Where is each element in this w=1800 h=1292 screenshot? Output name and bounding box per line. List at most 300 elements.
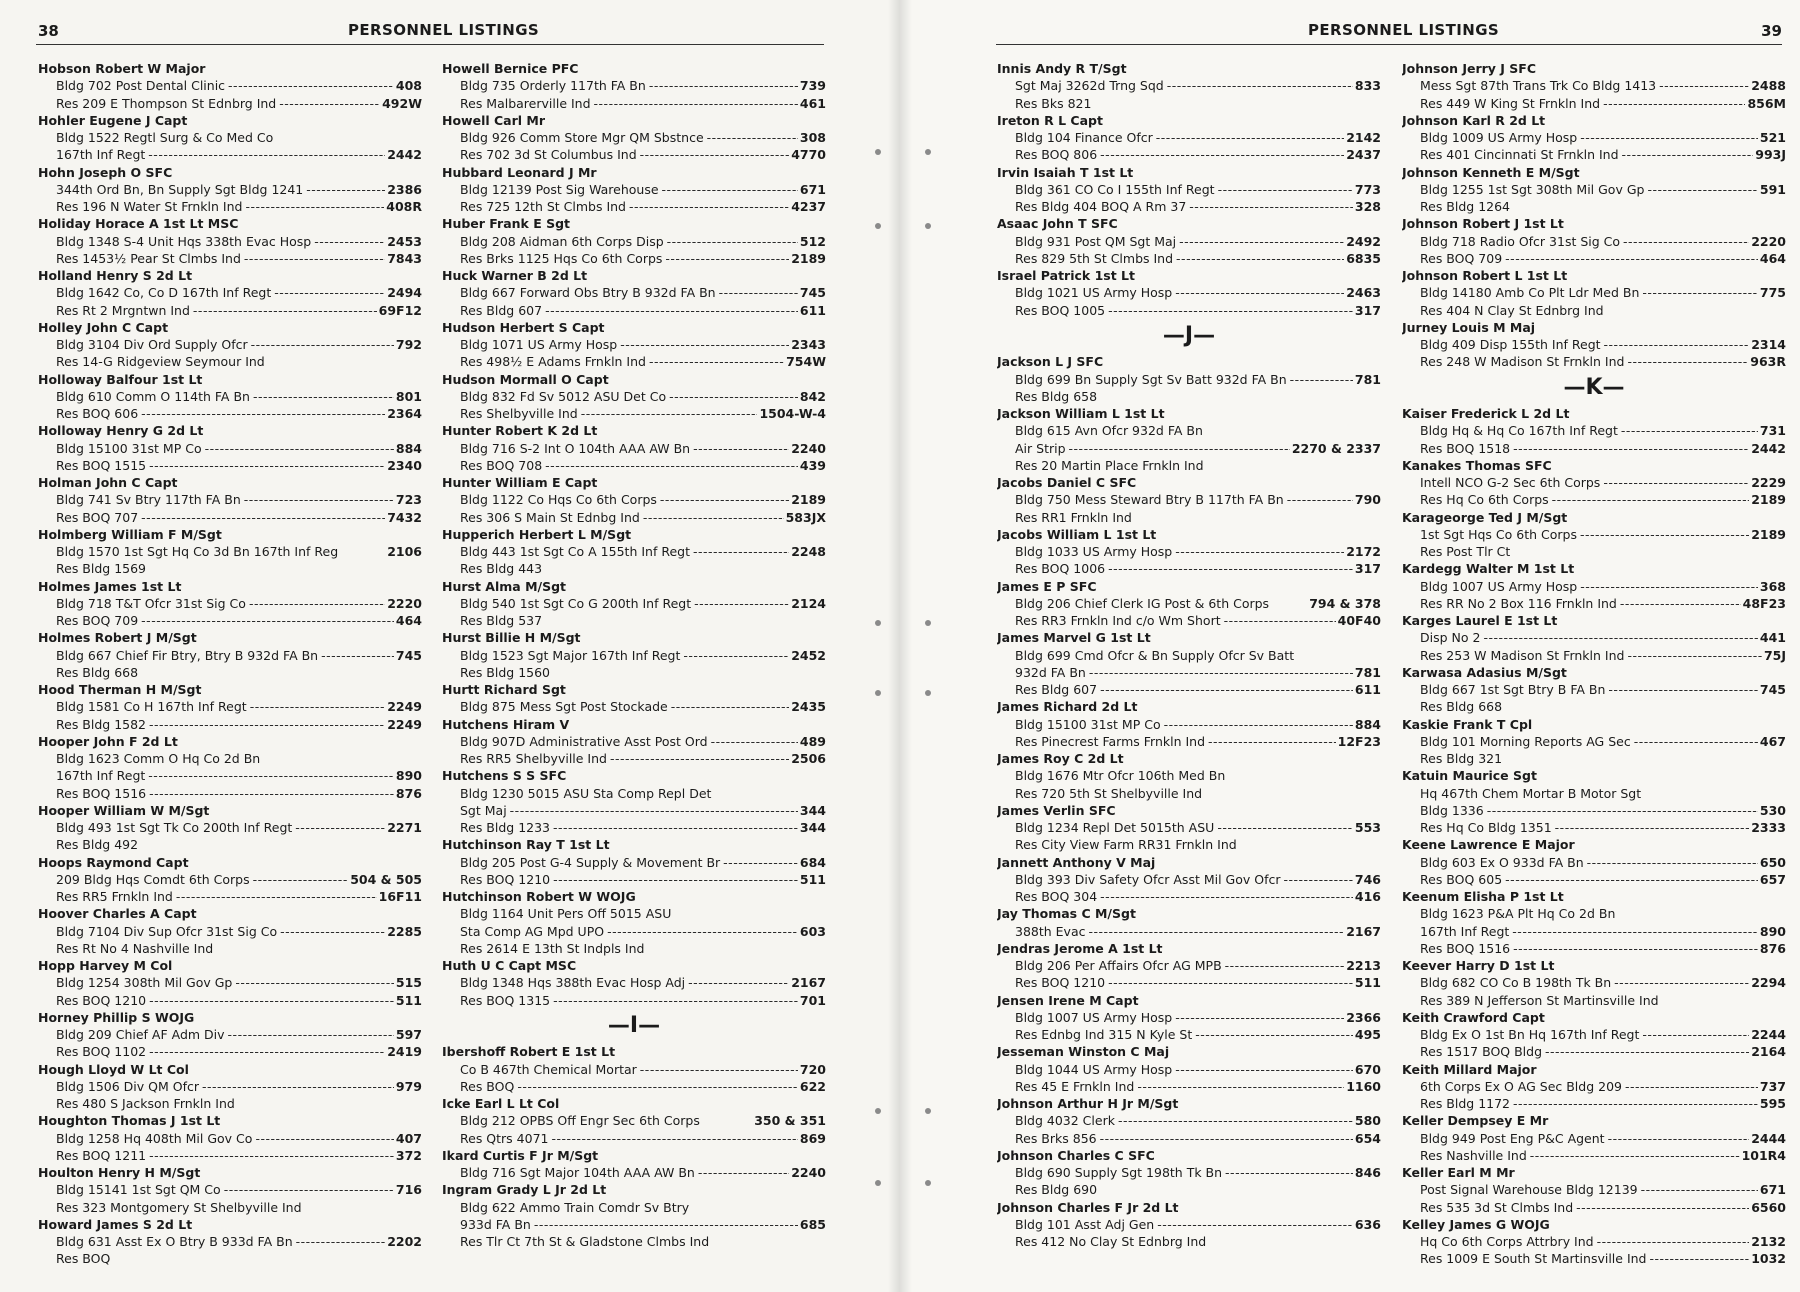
detail-text: Res BOQ 605 [1420, 871, 1503, 887]
phone-extension: 2444 [1751, 1130, 1786, 1146]
detail-text: Res BOQ 1210 [56, 992, 147, 1008]
listing-detail [38, 457, 422, 474]
phone-extension: 2189 [1751, 526, 1786, 542]
phone-extension: 2437 [1346, 147, 1381, 163]
phone-extension: 737 [1759, 1078, 1786, 1094]
detail-text: Bldg 1021 US Army Hosp [1015, 285, 1173, 301]
dot-leader [688, 974, 789, 991]
detail-text: Res BOQ 709 [1420, 250, 1503, 266]
dot-leader [1487, 802, 1758, 819]
phone-extension: 2240 [791, 1165, 826, 1180]
listing-detail [38, 871, 422, 888]
listing-detail [38, 509, 422, 526]
page-number: 39 [1761, 22, 1782, 40]
listing-detail: Bldg 1623 P&A Plt Hq Co 2d Bn [1420, 906, 1616, 922]
dot-leader [1513, 940, 1758, 957]
phone-extension: 467 [1759, 733, 1786, 749]
phone-extension: 657 [1759, 871, 1786, 887]
phone-extension: 2492 [1346, 233, 1381, 249]
listing-detail [1402, 1043, 1786, 1060]
detail-text: Bldg 718 T&T Ofcr 31st Sig Co [56, 595, 246, 611]
detail-text: 6th Corps Ex O AG Sec Bldg 209 [1420, 1078, 1622, 1094]
detail-text: Res BOQ 1516 [56, 785, 147, 801]
phone-extension: 2167 [1346, 923, 1381, 939]
listing-detail [997, 198, 1381, 215]
dot-leader [1597, 1233, 1750, 1250]
dot-leader [553, 819, 798, 836]
detail-text: Bldg 15100 31st MP Co [56, 440, 202, 456]
dot-leader [1290, 371, 1353, 388]
phone-extension: 2452 [791, 647, 826, 663]
section-letter: —K— [1563, 374, 1625, 400]
listing-detail [38, 440, 422, 457]
detail-text: Post Signal Warehouse Bldg 12139 [1420, 1182, 1638, 1198]
phone-extension: 701 [799, 992, 826, 1008]
phone-extension: 69F12 [378, 302, 422, 318]
dot-leader [244, 491, 394, 508]
phone-extension: 75J [1763, 647, 1786, 663]
dot-leader [149, 457, 385, 474]
person-name: Huth U C Capt MSC [442, 958, 577, 973]
listing-detail [1402, 923, 1786, 940]
dot-leader [149, 1043, 385, 1060]
phone-extension: 2366 [1346, 1009, 1381, 1025]
listing-detail [38, 647, 422, 664]
dot-leader [669, 388, 798, 405]
listing-detail [997, 146, 1381, 163]
detail-text: Res Hq Co 6th Corps [1420, 492, 1549, 508]
dot-leader [662, 181, 798, 198]
detail-text: Bldg 610 Comm O 114th FA Bn [56, 388, 250, 404]
phone-extension: 1032 [1751, 1251, 1786, 1267]
detail-text: Bldg 209 Chief AF Adm Div [56, 1027, 225, 1042]
listing-detail [1402, 974, 1786, 991]
person-name: Keith Crawford Capt [1402, 1009, 1545, 1025]
listing-detail: Res Rt No 4 Nashville Ind [56, 940, 214, 956]
phone-extension: 2189 [791, 250, 826, 266]
detail-text: Mess Sgt 87th Trans Trk Co Bldg 1413 [1420, 78, 1657, 94]
dot-leader [1505, 871, 1758, 888]
phone-extension: 495 [1354, 1027, 1381, 1042]
listing-detail [997, 664, 1381, 681]
listing-detail [997, 888, 1381, 905]
listing-detail [38, 388, 422, 405]
dot-leader [1189, 198, 1353, 215]
detail-text: Res BOQ 1315 [460, 992, 551, 1008]
dot-leader [660, 491, 789, 508]
detail-text: Bldg 1258 Hq 408th Mil Gov Co [56, 1130, 253, 1146]
person-name: Horney Phillip S WOJG [38, 1009, 195, 1025]
listing-detail [997, 491, 1381, 508]
listing-detail [442, 1112, 826, 1129]
detail-text: 344th Ord Bn, Bn Supply Sgt Bldg 1241 [56, 181, 304, 197]
phone-extension: 2314 [1751, 337, 1786, 352]
dot-leader [693, 440, 789, 457]
listing-detail [38, 923, 422, 940]
dot-leader [1623, 233, 1749, 250]
detail-text: Res 829 5th St Clmbs Ind [1015, 250, 1174, 266]
dot-leader [296, 1233, 386, 1250]
listing-detail [442, 440, 826, 457]
person-name: Innis Andy R T/Sgt [997, 61, 1127, 76]
listing-detail [997, 1130, 1381, 1147]
detail-text: Bldg 832 Fd Sv 5012 ASU Det Co [460, 388, 667, 404]
listing-detail: Res 20 Martin Place Frnkln Ind [1015, 457, 1204, 473]
phone-extension: 530 [1759, 802, 1786, 818]
person-name: Keller Dempsey E Mr [1402, 1113, 1549, 1129]
phone-extension: 2494 [387, 285, 422, 301]
detail-text: Res Bldg 1582 [56, 716, 147, 732]
listing-detail [1402, 1147, 1786, 1164]
dot-leader [295, 819, 385, 836]
person-name: Hutchinson Robert W WOJG [442, 889, 636, 904]
listing-detail [442, 871, 826, 888]
dot-leader [1137, 1078, 1344, 1095]
person-name: Holman John C Capt [38, 475, 178, 490]
phone-extension: 7843 [387, 250, 422, 266]
binding-hole [875, 620, 881, 626]
person-name: Hough Lloyd W Lt Col [38, 1061, 189, 1077]
listing-detail [997, 233, 1381, 250]
listing-detail [997, 1061, 1381, 1078]
dot-leader [1167, 77, 1353, 94]
dot-leader [1225, 957, 1345, 974]
phone-extension: 745 [1759, 682, 1786, 697]
detail-text: 1st Sgt Hqs Co 6th Corps [1420, 526, 1577, 542]
listing-detail [38, 250, 422, 267]
person-name: Huck Warner B 2d Lt [442, 268, 588, 283]
listing-detail [442, 1216, 826, 1233]
listing-detail [442, 698, 826, 715]
detail-text: Res Bldg 404 BOQ A Rm 37 [1015, 199, 1187, 214]
listing-detail [997, 716, 1381, 733]
phone-extension: 439 [799, 457, 826, 473]
listing-detail [1402, 95, 1786, 112]
dot-leader [141, 612, 394, 629]
dot-leader [1603, 474, 1749, 491]
person-name: Ingram Grady L Jr 2d Lt [442, 1182, 607, 1198]
listing-detail [442, 77, 826, 94]
listing-detail [1402, 233, 1786, 250]
person-name: Holmes Robert J M/Sgt [38, 630, 197, 646]
detail-text: Bldg 361 CO Co I 155th Inf Regt [1015, 181, 1215, 197]
dot-leader [245, 198, 384, 215]
phone-extension: 464 [1759, 250, 1786, 266]
detail-text: Bldg 1009 US Army Hosp [1420, 130, 1578, 145]
detail-text: Res 253 W Madison St Frnkln Ind [1420, 647, 1625, 663]
phone-extension: 2435 [791, 699, 826, 715]
dot-leader [235, 974, 394, 991]
listing-detail: Res 2614 E 13th St Indpls Ind [460, 940, 645, 956]
phone-extension: 317 [1354, 302, 1381, 318]
phone-extension: 876 [395, 785, 422, 801]
listing-detail [442, 457, 826, 474]
detail-text: Res Bldg 607 [1015, 682, 1098, 697]
listing-detail [38, 146, 422, 163]
dot-leader [534, 1216, 798, 1233]
dot-leader [1587, 854, 1758, 871]
listing-detail [442, 509, 826, 526]
listing-detail [38, 1026, 422, 1043]
phone-extension: 408 [395, 78, 422, 94]
listing-detail: Bldg 622 Ammo Train Comdr Sv Btry [460, 1199, 690, 1215]
detail-text: Res Malbarerville Ind [460, 95, 591, 111]
dot-leader [665, 250, 789, 267]
phone-extension: 890 [395, 768, 422, 784]
phone-extension: 308 [799, 130, 826, 145]
phone-extension: 2333 [1751, 820, 1786, 835]
dot-leader [640, 146, 790, 163]
person-name: Holloway Henry G 2d Lt [38, 423, 204, 439]
dot-leader [1513, 1095, 1758, 1112]
phone-extension: 650 [1759, 854, 1786, 870]
person-name: Houlton Henry H M/Sgt [38, 1165, 201, 1180]
detail-text: Bldg 409 Disp 155th Inf Regt [1420, 337, 1601, 352]
detail-text: Res 401 Cincinnati St Frnkln Ind [1420, 147, 1619, 163]
phone-extension: 775 [1759, 285, 1786, 301]
detail-text: 388th Evac [1015, 923, 1086, 939]
person-name: Hutchinson Ray T 1st Lt [442, 837, 610, 853]
phone-extension: 16F11 [378, 889, 422, 904]
phone-extension: 876 [1759, 940, 1786, 956]
detail-text: Res BOQ 1211 [56, 1147, 147, 1163]
listing-detail [442, 233, 826, 250]
detail-text: Bldg 949 Post Eng P&C Agent [1420, 1130, 1605, 1146]
person-name: Israel Patrick 1st Lt [997, 268, 1135, 283]
person-name: Johnson Robert L 1st Lt [1402, 268, 1568, 283]
dot-leader [1622, 146, 1754, 163]
dot-leader [1179, 233, 1344, 250]
detail-text: Bldg 690 Supply Sgt 198th Tk Bn [1015, 1165, 1223, 1180]
listing-detail [997, 543, 1381, 560]
detail-text: Bldg 7104 Div Sup Ofcr 31st Sig Co [56, 923, 278, 939]
phone-extension: 963R [1750, 354, 1786, 370]
person-name: Hoover Charles A Capt [38, 906, 197, 922]
phone-extension: 12F23 [1337, 733, 1381, 749]
detail-text: Res BOQ 1102 [56, 1044, 147, 1060]
listing-detail: Res BOQ [56, 1251, 111, 1267]
person-name: Jacobs William L 1st Lt [997, 526, 1157, 542]
listing-detail: Res Bldg 1560 [460, 664, 551, 680]
listing-detail: Bldg 1164 Unit Pers Off 5015 ASU [460, 906, 672, 922]
person-name: Hubbard Leonard J Mr [442, 164, 597, 180]
person-name: Holmberg William F M/Sgt [38, 526, 222, 542]
detail-text: Res Brks 1125 Hqs Co 6th Corps [460, 250, 663, 266]
person-name: Keith Millard Major [1402, 1061, 1537, 1077]
phone-extension: 407 [395, 1130, 422, 1146]
dot-leader [1649, 1250, 1749, 1267]
listing-detail [1402, 1181, 1786, 1198]
detail-text: Res BOQ 709 [56, 613, 139, 628]
dot-leader [1603, 95, 1745, 112]
listing-detail [38, 543, 422, 560]
listing-detail [997, 181, 1381, 198]
detail-text: Bldg 4032 Clerk [1015, 1113, 1115, 1129]
listing-detail [997, 250, 1381, 267]
listing-detail [997, 440, 1381, 457]
phone-extension: 368 [1759, 578, 1786, 594]
person-name: Jackson William L 1st Lt [997, 406, 1165, 421]
phone-extension: 1160 [1346, 1078, 1381, 1094]
phone-extension: 591 [1759, 181, 1786, 197]
detail-text: Bldg 393 Div Safety Ofcr Asst Mil Gov Ofcr [1015, 871, 1281, 887]
phone-extension: 869 [799, 1130, 826, 1146]
listing-detail [1402, 1130, 1786, 1147]
listing-detail [997, 1026, 1381, 1043]
listing-detail [442, 284, 826, 301]
phone-extension: 731 [1759, 423, 1786, 439]
dot-leader [1164, 716, 1353, 733]
person-name: Holley John C Capt [38, 319, 169, 335]
detail-text: Bldg 208 Aidman 6th Corps Disp [460, 233, 664, 249]
person-name: Howard James S 2d Lt [38, 1216, 193, 1232]
phone-extension: 583JX [785, 509, 826, 525]
detail-text: Bldg Ex O 1st Bn Hq 167th Inf Regt [1420, 1027, 1640, 1042]
phone-extension: 2244 [1751, 1027, 1786, 1042]
detail-text: Res 306 S Main St Ednbg Ind [460, 509, 640, 525]
dot-leader [1175, 284, 1344, 301]
detail-text: Bldg 716 Sgt Major 104th AAA AW Bn [460, 1165, 695, 1180]
listing-detail [1402, 595, 1786, 612]
phone-extension: 2248 [791, 544, 826, 559]
listing-detail [442, 146, 826, 163]
person-name: Keene Lawrence E Major [1402, 837, 1575, 853]
dot-leader [1108, 974, 1353, 991]
listing-detail [38, 785, 422, 802]
dot-leader [553, 992, 798, 1009]
listing-detail [38, 77, 422, 94]
dot-leader [1604, 336, 1750, 353]
listing-detail [442, 647, 826, 664]
person-name: Kanakes Thomas SFC [1402, 457, 1552, 473]
person-name: Johnson Jerry J SFC [1402, 61, 1536, 76]
phone-extension: 511 [1354, 975, 1381, 991]
listing-detail [38, 95, 422, 112]
listing-detail: Hq 467th Chem Mortar B Motor Sgt [1420, 785, 1642, 801]
phone-extension: 2240 [791, 440, 826, 456]
dot-leader [698, 1164, 789, 1181]
detail-text: Bldg 104 Finance Ofcr [1015, 130, 1153, 145]
phone-extension: 441 [1759, 630, 1786, 646]
listing-detail [997, 733, 1381, 750]
dot-leader [249, 595, 385, 612]
detail-text: Bldg 1254 308th Mil Gov Gp [56, 975, 233, 991]
phone-extension: 739 [799, 78, 826, 94]
dot-leader [553, 871, 798, 888]
detail-text: Bldg 716 S-2 Int O 104th AAA AW Bn [460, 440, 691, 456]
dot-leader [148, 146, 385, 163]
phone-extension: 2220 [1751, 233, 1786, 249]
phone-extension: 489 [799, 733, 826, 749]
binding-hole [925, 690, 931, 696]
detail-text: Bldg 540 1st Sgt Co G 200th Inf Regt [460, 595, 692, 611]
phone-extension: 671 [1759, 1182, 1786, 1198]
person-name: Jendras Jerome A 1st Lt [997, 940, 1163, 956]
person-name: Hunter William E Capt [442, 475, 598, 490]
listing-detail: Res 480 S Jackson Frnkln Ind [56, 1096, 235, 1111]
dot-leader [279, 95, 380, 112]
person-name: Jacobs Daniel C SFC [997, 475, 1137, 490]
phone-extension: 654 [1354, 1130, 1381, 1146]
phone-extension: 344 [799, 820, 826, 835]
listing-detail [38, 198, 422, 215]
person-name: Hudson Mormall O Capt [442, 371, 609, 387]
listing-detail [1402, 474, 1786, 491]
detail-text: Bldg 1348 Hqs 388th Evac Hosp Adj [460, 975, 686, 991]
phone-extension: 2189 [1751, 492, 1786, 508]
detail-text: Sgt Maj [460, 802, 507, 818]
person-name: Asaac John T SFC [997, 216, 1118, 232]
dot-leader [719, 284, 798, 301]
dot-leader [1641, 1181, 1758, 1198]
detail-text: Bldg 1255 1st Sgt 308th Mil Gov Gp [1420, 181, 1645, 197]
dot-leader [1642, 1026, 1749, 1043]
detail-text: Bldg 1122 Co Hqs Co 6th Corps [460, 492, 657, 508]
detail-text: Res RR3 Frnkln Ind c/o Wm Short [1015, 613, 1221, 628]
dot-leader [1620, 595, 1741, 612]
phone-extension: 884 [1354, 716, 1381, 732]
dot-leader [711, 733, 798, 750]
phone-extension: 2106 [387, 544, 422, 559]
dot-leader [1089, 664, 1353, 681]
listing-detail [38, 302, 422, 319]
detail-text: Res 725 12th St Clmbs Ind [460, 199, 626, 214]
dot-leader [723, 854, 798, 871]
detail-text: 167th Inf Regt [56, 768, 146, 784]
listing-detail [442, 595, 826, 612]
listing-detail [997, 1164, 1381, 1181]
dot-leader [1580, 578, 1758, 595]
phone-extension: 48F23 [1742, 595, 1786, 611]
phone-extension: 745 [395, 647, 422, 663]
person-name: James Verlin SFC [997, 802, 1116, 818]
dot-leader [1176, 250, 1344, 267]
listing-detail [1402, 1250, 1786, 1267]
listing-detail: Res 720 5th St Shelbyville Ind [1015, 785, 1203, 801]
detail-text: Res 209 E Thompson St Ednbrg Ind [56, 95, 277, 111]
detail-text: Bldg 741 Sv Btry 117th FA Bn [56, 492, 241, 508]
person-name: Karwasa Adasius M/Sgt [1402, 664, 1567, 680]
person-name: Houghton Thomas J 1st Lt [38, 1113, 221, 1129]
listing-detail [38, 767, 422, 784]
phone-extension: 833 [1354, 78, 1381, 94]
listing-detail [442, 336, 826, 353]
dot-leader [594, 95, 798, 112]
phone-extension: 846 [1354, 1165, 1381, 1180]
phone-extension: 580 [1354, 1113, 1381, 1129]
phone-extension: 781 [1354, 664, 1381, 680]
section-letter: —I— [607, 1012, 661, 1038]
detail-text: Bldg 931 Post QM Sgt Maj [1015, 233, 1177, 249]
binding-hole [875, 223, 881, 229]
phone-extension: 461 [799, 95, 826, 111]
phone-extension: 603 [799, 923, 826, 939]
listing-detail [442, 95, 826, 112]
right-page [900, 0, 1800, 1292]
phone-extension: 622 [799, 1078, 826, 1094]
phone-extension: 790 [1354, 492, 1381, 508]
listing-detail [1402, 491, 1786, 508]
person-name: Hurst Billie H M/Sgt [442, 630, 581, 646]
phone-extension: 2506 [791, 751, 826, 766]
detail-text: Res BOQ 1518 [1420, 440, 1511, 456]
detail-text: Res Bldg 1172 [1420, 1096, 1511, 1111]
listing-detail [997, 871, 1381, 888]
listing-detail [442, 388, 826, 405]
phone-extension: 856M [1747, 95, 1786, 111]
listing-detail [1402, 733, 1786, 750]
detail-text: Res BOQ 1006 [1015, 561, 1106, 577]
